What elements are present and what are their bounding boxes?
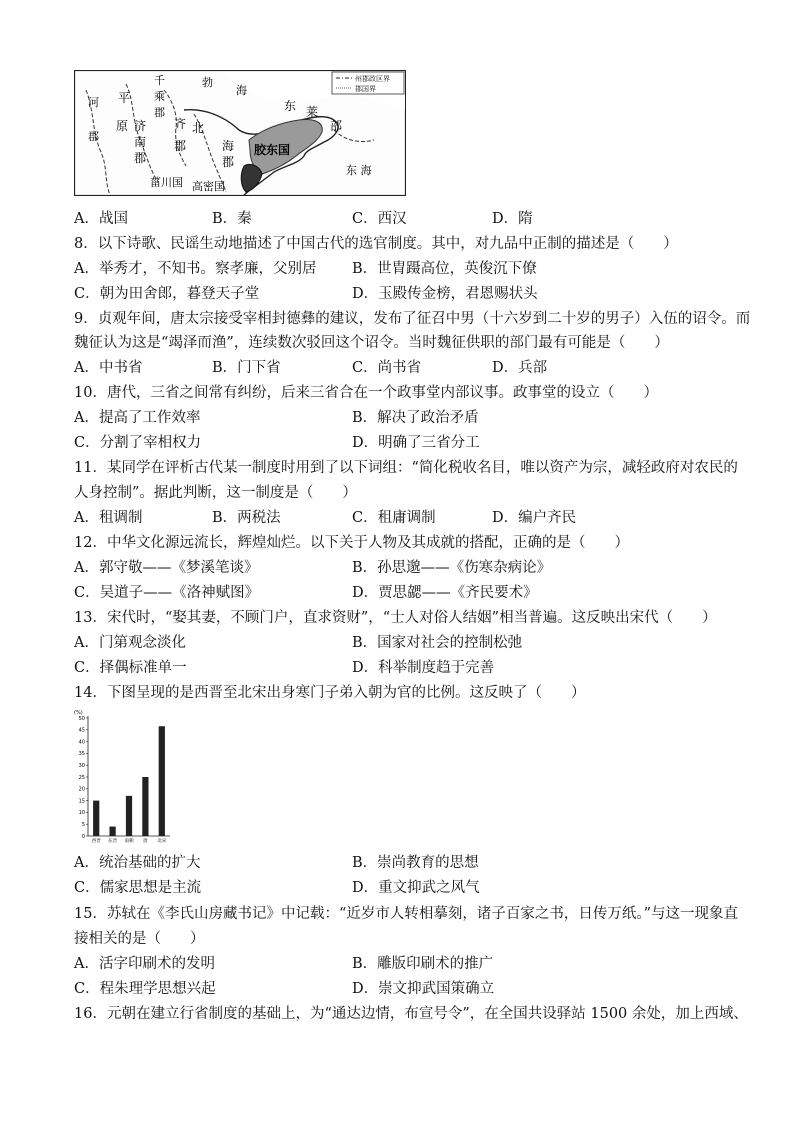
q9-stem-line1: 9．贞观年间，唐太宗接受宰相封德彝的建议，发布了征召中男（十六岁到二十岁的男子）入伍的诏令。而 bbox=[74, 311, 751, 327]
q10-option-d: D．明确了三省分工 bbox=[352, 435, 480, 451]
chart-y-tick-label: 40 bbox=[78, 739, 85, 746]
q10-option-b: B．解决了政治矛盾 bbox=[352, 410, 479, 426]
q11-option-a: A．租调制 bbox=[74, 510, 143, 526]
map-label: 郡 bbox=[174, 139, 187, 153]
map-label: 莱 bbox=[306, 105, 319, 119]
q8-option-c: C．朝为田舍郎，暮登天子堂 bbox=[74, 286, 260, 302]
chart-y-tick-label: 5 bbox=[81, 822, 85, 828]
q8-stem: 8．以下诗歌、民谣生动地描述了中国古代的选官制度。其中，对九品中正制的描述是（ ） bbox=[74, 236, 678, 252]
map-label-gaomi: 高密国 bbox=[192, 180, 225, 193]
map-label: 平 bbox=[118, 91, 131, 105]
q8-option-b: B．世胄蹑高位，英俊沉下僚 bbox=[352, 261, 537, 277]
q10-option-a: A．提高了工作效率 bbox=[74, 410, 201, 426]
map-label: 郡 bbox=[88, 130, 99, 143]
map-label: 乘 bbox=[154, 90, 165, 103]
bar-chart bbox=[74, 708, 174, 850]
q7-option-c: C．西汉 bbox=[352, 211, 407, 227]
map-label: 北 bbox=[192, 121, 205, 135]
legend-prefecture-border: 州郡政区界 bbox=[355, 75, 390, 83]
q15-stem-line2: 接相关的是（ ） bbox=[74, 931, 205, 947]
chart-x-tick-label: 东晋 bbox=[107, 839, 118, 844]
chart-y-tick-label: 35 bbox=[78, 751, 85, 758]
q15-option-d: D．崇文抑武国策确立 bbox=[352, 981, 495, 997]
chart-unit-label: (%) bbox=[74, 710, 83, 716]
map-label: 济 bbox=[134, 119, 147, 133]
map-label: 东 bbox=[284, 99, 297, 113]
map-label: 千 bbox=[154, 74, 165, 87]
map-label-donghai: 东 海 bbox=[346, 164, 372, 177]
chart-y-tick-label: 50 bbox=[78, 715, 85, 722]
q12-option-c: C．吴道子——《洛神赋图》 bbox=[74, 585, 260, 601]
q10-option-c: C．分割了宰相权力 bbox=[74, 435, 202, 451]
map-label: 南 bbox=[134, 135, 147, 149]
q13-option-c: C．择偶标准单一 bbox=[74, 660, 187, 676]
map-label: 勃 bbox=[202, 76, 213, 89]
q11-option-b: B．两税法 bbox=[212, 510, 281, 526]
map-label-zichuan: 菑川国 bbox=[150, 176, 183, 189]
q15-stem-line1: 15．苏轼在《李氏山房藏书记》中记载：“近岁市人转相摹刻，诸子百家之书，日传万纸。”与这一现象直 bbox=[74, 906, 739, 922]
map-label: 齐 bbox=[174, 117, 187, 131]
q8-option-d: D．玉殿传金榜，君恩赐状头 bbox=[352, 286, 538, 302]
q12-option-a: A．郭守敬——《梦溪笔谈》 bbox=[74, 560, 259, 576]
q9-option-d: D．兵部 bbox=[492, 360, 548, 376]
q14-option-d: D．重文抑武之风气 bbox=[352, 880, 480, 896]
q14-option-c: C．儒家思想是主流 bbox=[74, 880, 202, 896]
q9-option-c: C．尚书省 bbox=[352, 360, 422, 376]
q15-option-b: B．雕版印刷术的推广 bbox=[352, 956, 494, 972]
q14-option-a: A．统治基础的扩大 bbox=[74, 855, 201, 871]
chart-bar bbox=[142, 777, 148, 836]
chart-bar bbox=[93, 801, 99, 836]
map-label: 河 bbox=[88, 96, 99, 109]
q9-stem-line2: 魏征认为这是“竭泽而渔”，连续数次驳回这个诏令。当时魏征供职的部门最有可能是（ ） bbox=[74, 335, 669, 351]
q13-option-d: D．科举制度趋于完善 bbox=[352, 660, 495, 676]
chart-y-tick-label: 45 bbox=[78, 727, 85, 734]
chart-y-tick-label: 0 bbox=[81, 833, 85, 840]
map-label: 海 bbox=[222, 139, 235, 153]
q12-stem: 12．中华文化源远流长，辉煌灿烂。以下关于人物及其成就的搭配，正确的是（ ） bbox=[74, 535, 629, 551]
map-label: 郡 bbox=[154, 106, 165, 119]
chart-y-tick-label: 30 bbox=[78, 763, 85, 769]
q7-option-a: A．战国 bbox=[74, 211, 128, 227]
q15-option-c: C．程朱理学思想兴起 bbox=[74, 981, 216, 997]
map-label-jiaodong: 胶东国 bbox=[254, 143, 291, 157]
chart-bar bbox=[126, 796, 132, 836]
q9-option-a: A．中书省 bbox=[74, 360, 143, 376]
q12-option-d: D．贾思勰——《齐民要术》 bbox=[352, 585, 538, 601]
chart-y-tick-label: 25 bbox=[78, 774, 85, 781]
chart-bar bbox=[159, 726, 165, 836]
q7-option-b: B．秦 bbox=[212, 211, 252, 227]
q7-option-d: D．隋 bbox=[492, 211, 533, 227]
chart-x-tick-label: 唐 bbox=[143, 839, 148, 844]
q11-stem-line1: 11．某同学在评析古代某一制度时用到了以下词组：“简化税收名目，唯以资产为宗，减轻政府对农民的 bbox=[74, 460, 738, 476]
q10-stem: 10．唐代，三省之间常有纠纷，后来三省合在一个政事堂内部议事。政事堂的设立（ ） bbox=[74, 385, 658, 401]
chart-y-tick-label: 10 bbox=[78, 810, 85, 817]
map-label: 郡 bbox=[134, 151, 147, 165]
q14-stem: 14．下图呈现的是西晋至北宋出身寒门子弟入朝为官的比例。这反映了（ ） bbox=[74, 685, 586, 701]
q13-stem: 13．宋代时，“娶其妻，不顾门户，直求资财”，“士人对俗人结姻”相当普遍。这反映出宋代（ ） bbox=[74, 610, 717, 626]
legend-state-border: 郡国界 bbox=[355, 85, 376, 93]
q13-option-a: A．门第观念淡化 bbox=[74, 635, 186, 651]
q8-option-a: A．举秀才，不知书。察孝廉，父别居 bbox=[74, 261, 317, 277]
chart-x-tick-label: 北宋 bbox=[157, 839, 167, 844]
map-figure bbox=[74, 70, 406, 196]
chart-x-tick-label: 南朝 bbox=[124, 839, 134, 844]
chart-y-tick-label: 15 bbox=[78, 798, 85, 805]
q16-stem-line1: 16．元朝在建立行省制度的基础上，为“通达边情，布宣号令”，在全国共设驿站 1500 余处，加上西域、 bbox=[74, 1006, 748, 1022]
map-label: 郡 bbox=[222, 155, 235, 169]
chart-bar bbox=[109, 827, 115, 836]
map-label: 部 bbox=[330, 119, 343, 133]
map-label: 海 bbox=[236, 84, 247, 97]
map-label: 原 bbox=[116, 119, 129, 133]
q11-option-d: D．编户齐民 bbox=[492, 510, 577, 526]
q13-option-b: B．国家对社会的控制松弛 bbox=[352, 635, 523, 651]
chart-x-tick-label: 西晋 bbox=[91, 839, 101, 844]
q11-option-c: C．租庸调制 bbox=[352, 510, 436, 526]
q9-option-b: B．门下省 bbox=[212, 360, 281, 376]
q14-option-b: B．崇尚教育的思想 bbox=[352, 855, 479, 871]
chart-y-tick-label: 20 bbox=[78, 786, 85, 793]
q11-stem-line2: 人身控制”。据此判断，这一制度是（ ） bbox=[74, 485, 357, 501]
q12-option-b: B．孙思邈——《伤寒杂病论》 bbox=[352, 560, 552, 576]
q15-option-a: A．活字印刷术的发明 bbox=[74, 956, 215, 972]
